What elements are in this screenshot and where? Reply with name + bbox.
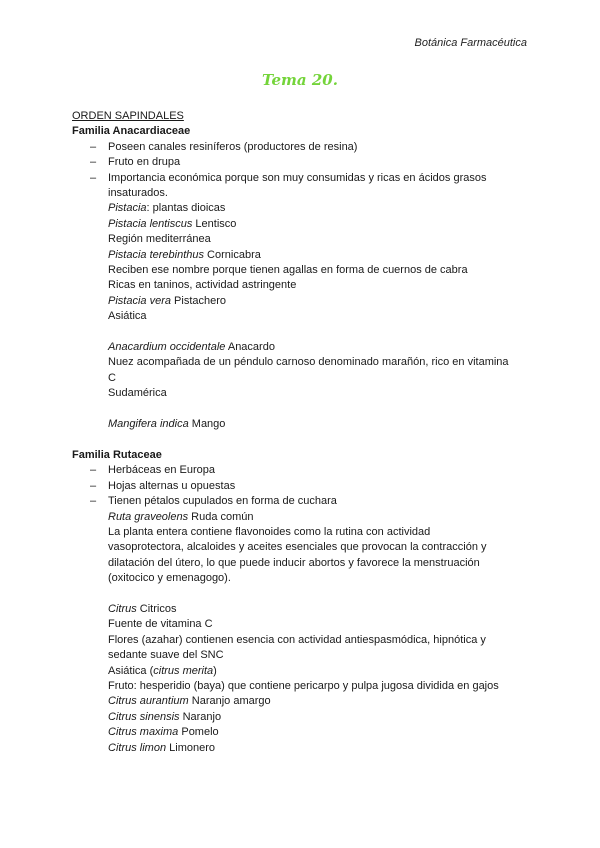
list-item: – Fruto en drupa [72, 155, 532, 170]
page-title: Tema 20. [262, 71, 338, 89]
list-item: – Tienen pétalos cupulados en forma de cuchara [72, 494, 532, 509]
dash-bullet: – [90, 495, 97, 508]
spacer [72, 587, 532, 602]
family-anacardiaceae-heading: Familia Anacardiaceae [72, 125, 191, 138]
text-line: Fruto: hesperidio (baya) que contiene pericarpo y pulpa jugosa dividida en gajos [108, 679, 499, 692]
text-line: dilatación del útero, lo que puede inducir abortos y favorece la menstruación [108, 556, 480, 569]
list-item: – Herbáceas en Europa [72, 463, 532, 478]
dash-bullet: – [90, 156, 97, 169]
document-body [72, 109, 532, 756]
text-line: Pistacia lentiscus Lentisco [108, 217, 237, 230]
text-line: Mangifera indica Mango [108, 418, 226, 431]
text-line: Asiática [108, 310, 147, 323]
text-line: sedante suave del SNC [108, 649, 224, 662]
text-line: Sudamérica [108, 387, 167, 400]
text-line: Asiática (citrus merita) [108, 664, 217, 677]
spacer [72, 402, 532, 417]
order-heading: ORDEN SAPINDALES [72, 110, 184, 122]
text-line: (oxitocico y emenagogo). [108, 572, 231, 585]
text-line: Región mediterránea [108, 233, 211, 246]
text-line: Ricas en taninos, actividad astringente [108, 279, 297, 292]
family-rutaceae-heading: Familia Rutaceae [72, 448, 162, 461]
text-line: C [108, 371, 116, 384]
text-line: Citrus sinensis Naranjo [108, 710, 222, 723]
text-line: Flores (azahar) contienen esencia con actividad antiespasmódica, hipnótica y [108, 633, 486, 646]
text-line: La planta entera contiene flavonoides como la rutina con actividad [108, 525, 431, 538]
header-subject: Botánica Farmacéutica [414, 37, 527, 49]
text-line: Pistacia vera Pistachero [108, 294, 227, 307]
text-line: Citrus maxima Pomelo [108, 726, 219, 739]
spacer [72, 325, 532, 340]
spacer [72, 433, 532, 448]
text-line: Anacardium occidentale Anacardo [108, 341, 275, 354]
text-line: Citrus limon Limonero [108, 741, 215, 754]
dash-bullet: – [90, 140, 97, 153]
text-line: Pistacia: plantas dioicas [108, 202, 226, 215]
list-item: – Importancia económica porque son muy consumidas y ricas en ácidos grasos insaturados. [90, 171, 487, 200]
text-line: Ruta graveolens Ruda común [108, 510, 254, 523]
text-line: Citrus aurantium Naranjo amargo [108, 695, 271, 708]
text-line: Citrus Citricos [108, 602, 177, 615]
text-line: Pistacia terebinthus Cornicabra [108, 248, 261, 261]
text-line: Nuez acompañada de un péndulo carnoso denominado marañón, rico en vitamina [108, 356, 509, 369]
text-line: vasoprotectora, alcaloides y aceites esenciales que provocan la contracción y [108, 541, 487, 554]
text-line: Reciben ese nombre porque tienen agallas en forma de cuernos de cabra [108, 264, 468, 277]
list-item: – Hojas alternas u opuestas [72, 479, 532, 494]
dash-bullet: – [90, 171, 97, 184]
list-item: – Poseen canales resiníferos (productores de resina) [72, 140, 532, 155]
dash-bullet: – [90, 479, 97, 492]
text-line: Fuente de vitamina C [108, 618, 213, 631]
dash-bullet: – [90, 464, 97, 477]
